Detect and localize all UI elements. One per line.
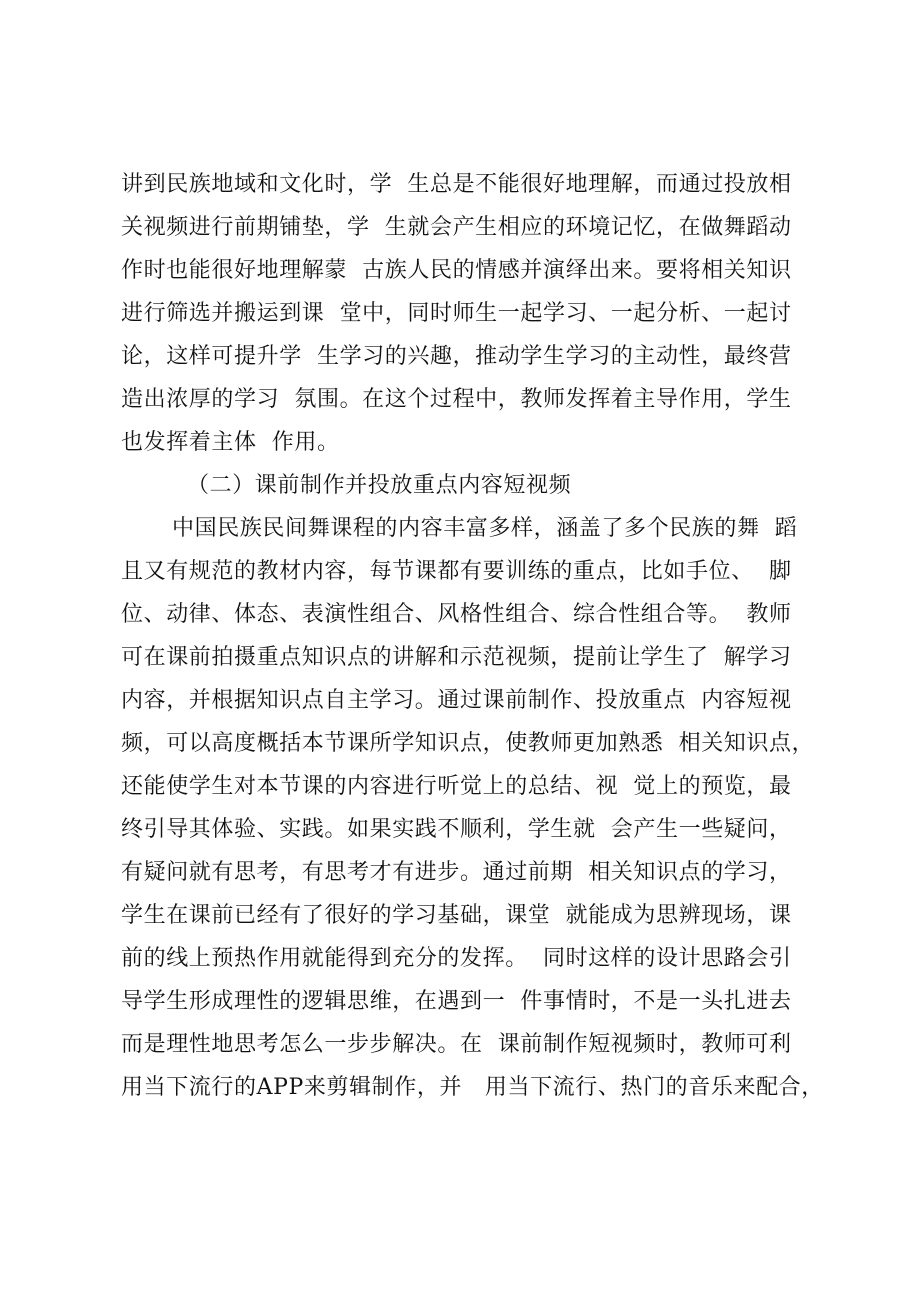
paragraph-line: 学生在课前已经有了很好的学习基础，课堂 就能成为思辨现场，课 (121, 903, 792, 928)
paragraph-line: 内容，并根据知识点自主学习。通过课前制作、投放重点 内容短视 (121, 688, 792, 713)
paragraph-line: 进行筛选并搬运到课 堂中，同时师生一起学习、一起分析、一起讨 (121, 301, 792, 326)
paragraph-line: 而是理性地思考怎么一步步解决。在 课前制作短视频时，教师可利 (121, 1032, 792, 1057)
paragraph-line: 导学生形成理性的逻辑思维，在遇到一 件事情时，不是一头扎进去 (121, 989, 792, 1014)
paragraph-line: 位、动律、体态、表演性组合、风格性组合、综合性组合等。 教师 (121, 602, 792, 627)
paragraph-line: 作时也能很好地理解蒙 古族人民的情感并演绎出来。要将相关知识 (121, 258, 792, 283)
paragraph-line: 还能使学生对本节课的内容进行听觉上的总结、视 觉上的预览，最 (121, 774, 792, 799)
paragraph-line: 终引导其体验、实践。如果实践不顺利，学生就 会产生一些疑问， (121, 817, 792, 842)
paragraph-line: 中国民族民间舞课程的内容丰富多样，涵盖了多个民族的舞 蹈 (172, 516, 798, 541)
paragraph-line: 有疑问就有思考，有思考才有进步。通过前期 相关知识点的学习， (121, 860, 792, 885)
section-heading: （二）课前制作并投放重点内容短视频 (187, 473, 572, 498)
paragraph-line: 用当下流行的APP来剪辑制作，并 用当下流行、热门的音乐来配合， (121, 1075, 824, 1100)
paragraph-line: 关视频进行前期铺垫，学 生就会产生相应的环境记忆，在做舞蹈动 (121, 215, 792, 240)
paragraph-line: 造出浓厚的学习 氛围。在这个过程中，教师发挥着主导作用，学生 (121, 387, 792, 412)
paragraph-line: 讲到民族地域和文化时，学 生总是不能很好地理解，而通过投放相 (121, 172, 792, 197)
paragraph-line: 前的线上预热作用就能得到充分的发挥。 同时这样的设计思路会引 (121, 946, 792, 971)
paragraph-line: 论，这样可提升学 生学习的兴趣，推动学生学习的主动性，最终营 (121, 344, 792, 369)
paragraph-line: 频，可以高度概括本节课所学知识点，使教师更加熟悉 相关知识点， (121, 731, 815, 756)
paragraph-line: 且又有规范的教材内容，每节课都有要训练的重点，比如手位、 脚 (121, 559, 792, 584)
paragraph-line: 也发挥着主体 作用。 (121, 430, 340, 455)
paragraph-line: 可在课前拍摄重点知识点的讲解和示范视频，提前让学生了 解学习 (121, 645, 792, 670)
